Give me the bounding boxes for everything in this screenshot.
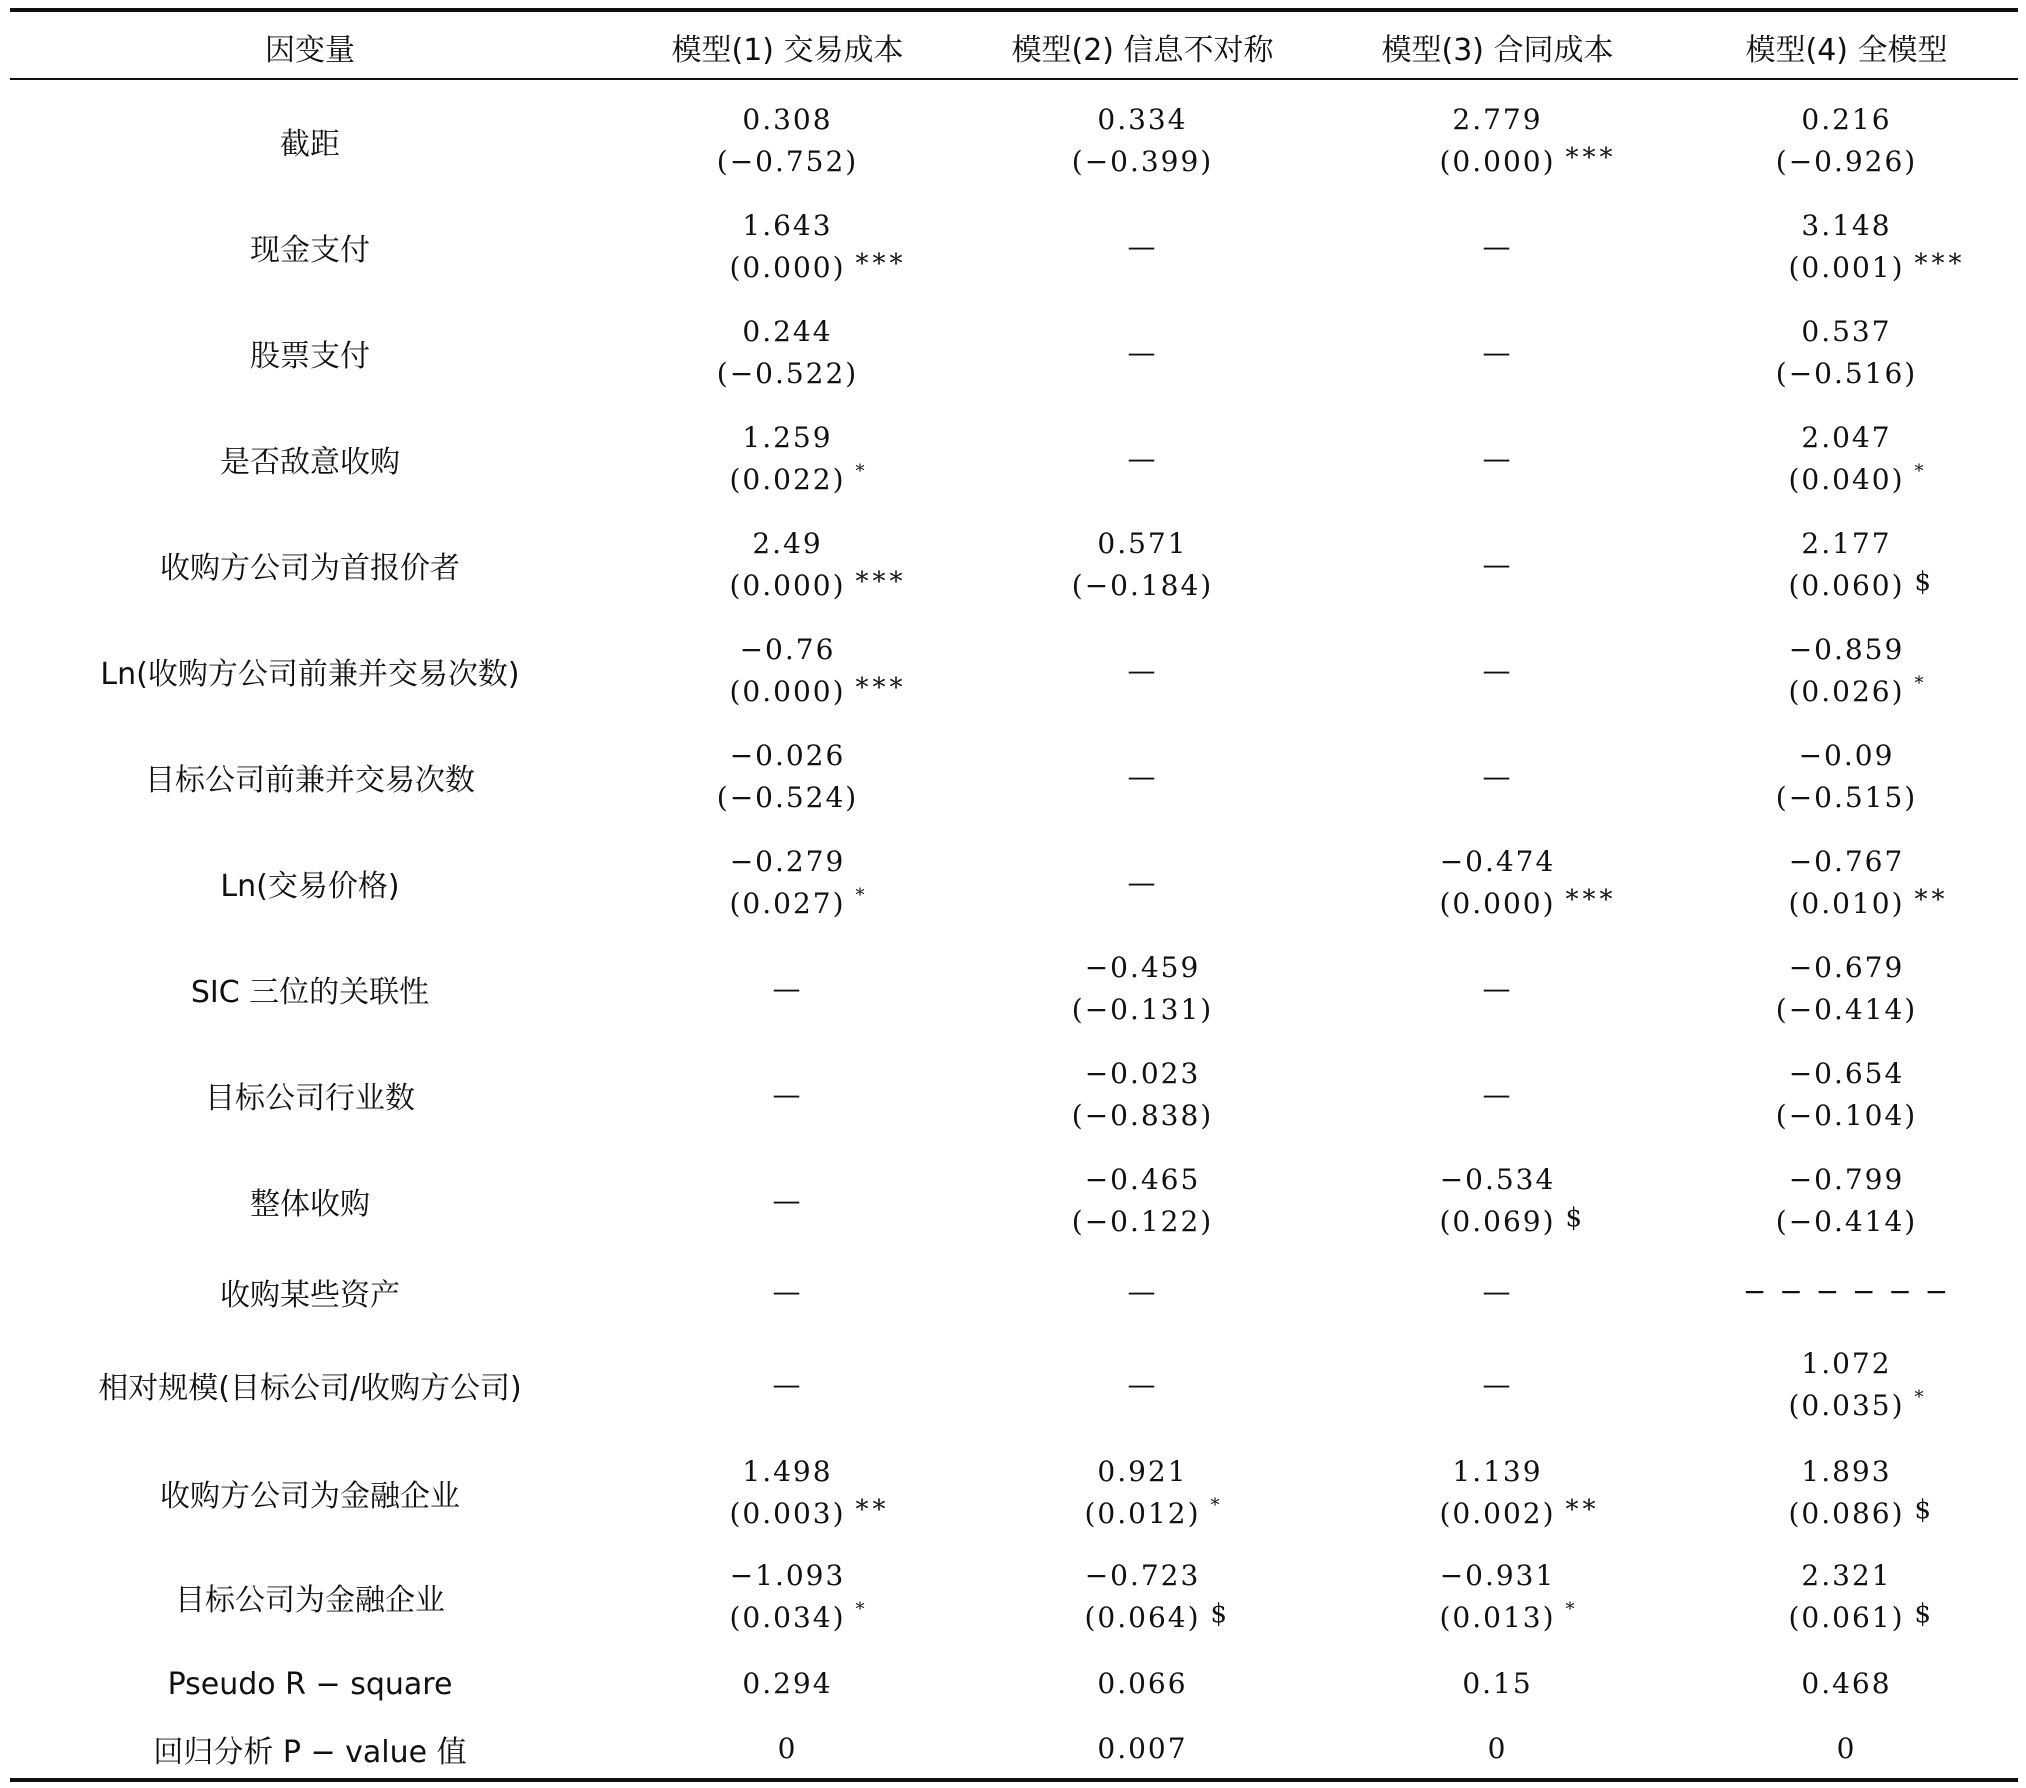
model-1-cell — [610, 1440, 965, 1546]
model-4-cell — [1675, 724, 2018, 830]
p-value — [1776, 989, 1917, 1031]
table-row — [10, 1720, 2018, 1778]
model-2-cell — [965, 88, 1320, 194]
coefficient-value: — — [1482, 654, 1513, 687]
row-label: 收购方公司为首报价者 — [160, 551, 460, 586]
coefficient-value: −0.465 — [1084, 1163, 1201, 1196]
significance-marker: *** — [855, 567, 907, 597]
model-1-cell — [610, 936, 965, 1042]
model-4-cell — [1675, 1148, 2018, 1254]
model-3-cell — [1320, 406, 1675, 512]
p-value — [729, 1493, 890, 1535]
coefficient-value: −0.723 — [1084, 1559, 1201, 1592]
coefficient-value: 0.468 — [1801, 1667, 1892, 1700]
table-row — [10, 406, 2018, 512]
row-label: 目标公司为金融企业 — [175, 1583, 445, 1618]
model-2-cell — [965, 830, 1320, 936]
p-value — [729, 459, 869, 501]
p-value-text: (0.034) — [729, 1601, 846, 1634]
header-model-4: 模型(4) 全模型 — [1745, 33, 1948, 68]
model-2-cell — [965, 406, 1320, 512]
coefficient-value: 0 — [777, 1732, 798, 1765]
model-3-cell — [1320, 1330, 1675, 1440]
coefficient-value: 1.893 — [1801, 1455, 1892, 1488]
significance-marker: * — [855, 1599, 869, 1620]
p-value-text: (−0.122) — [1071, 1205, 1214, 1238]
model-3-cell — [1320, 88, 1675, 194]
model-4-cell — [1675, 1440, 2018, 1546]
table-row — [10, 618, 2018, 724]
p-value-text: (0.001) — [1788, 251, 1905, 284]
coefficient-value: — — [1482, 1368, 1513, 1401]
p-value — [1788, 459, 1928, 501]
p-value-text: (0.040) — [1788, 463, 1905, 496]
significance-marker: *** — [855, 673, 907, 703]
p-value-text: (0.064) — [1084, 1601, 1201, 1634]
significance-marker: *** — [1565, 143, 1617, 173]
coefficient-value: 3.148 — [1801, 209, 1892, 242]
model-1-cell — [610, 1720, 965, 1778]
coefficient-value: 1.072 — [1801, 1347, 1892, 1380]
model-4-cell — [1675, 618, 2018, 724]
significance-marker: $ — [1914, 1599, 1936, 1629]
coefficient-value: −0.474 — [1439, 845, 1556, 878]
p-value-text: (−0.515) — [1775, 781, 1918, 814]
coefficient-value: 0.066 — [1097, 1667, 1188, 1700]
p-value — [1439, 883, 1617, 925]
model-3-cell — [1320, 1254, 1675, 1330]
p-value — [1072, 1095, 1213, 1137]
coefficient-value: — — [1127, 230, 1158, 263]
significance-marker: * — [855, 885, 869, 906]
header-rule — [10, 78, 2018, 80]
table-bottom-rule — [10, 1778, 2018, 1782]
coefficient-value: 2.779 — [1452, 103, 1543, 136]
coefficient-value: — — [1482, 230, 1513, 263]
p-value — [717, 141, 858, 183]
p-value — [1776, 1095, 1917, 1137]
header-model-2: 模型(2) 信息不对称 — [1011, 33, 1274, 68]
coefficient-value: — — [772, 1078, 803, 1111]
coefficient-value: 0.334 — [1097, 103, 1188, 136]
model-4-cell — [1675, 1042, 2018, 1148]
coefficient-value: −0.76 — [739, 633, 836, 666]
coefficient-value: −0.859 — [1788, 633, 1905, 666]
p-value — [1084, 1597, 1232, 1639]
p-value-text: (−0.414) — [1775, 1205, 1918, 1238]
table-row — [10, 512, 2018, 618]
p-value-text: (0.000) — [729, 569, 846, 602]
model-1-cell — [610, 88, 965, 194]
significance-marker: * — [1565, 1599, 1579, 1620]
coefficient-value: 1.139 — [1452, 1455, 1543, 1488]
p-value — [1439, 141, 1617, 183]
coefficient-value: −0.023 — [1084, 1057, 1201, 1090]
table-row — [10, 88, 2018, 194]
model-3-cell — [1320, 512, 1675, 618]
coefficient-value: −0.09 — [1798, 739, 1895, 772]
coefficient-value: 2.321 — [1801, 1559, 1892, 1592]
p-value — [1439, 1597, 1579, 1639]
header-model-3: 模型(3) 合同成本 — [1381, 33, 1614, 68]
p-value-text: (0.026) — [1788, 675, 1905, 708]
coefficient-value: — — [1482, 442, 1513, 475]
coefficient-value: −0.534 — [1439, 1163, 1556, 1196]
significance-marker: * — [1210, 1495, 1224, 1516]
p-value — [1788, 565, 1936, 607]
coefficient-value: — — [1127, 1368, 1158, 1401]
model-2-cell — [965, 300, 1320, 406]
model-3-cell — [1320, 1648, 1675, 1720]
p-value — [1072, 1201, 1213, 1243]
coefficient-value: 1.643 — [742, 209, 833, 242]
p-value-text: (−0.414) — [1775, 993, 1918, 1026]
coefficient-value: — — [772, 1368, 803, 1401]
model-2-cell — [965, 194, 1320, 300]
p-value-text: (0.010) — [1788, 887, 1905, 920]
p-value — [1788, 1493, 1936, 1535]
model-1-cell — [610, 830, 965, 936]
model-3-cell — [1320, 300, 1675, 406]
coefficient-value: 1.498 — [742, 1455, 833, 1488]
significance-marker: *** — [855, 249, 907, 279]
p-value-text: (−0.131) — [1071, 993, 1214, 1026]
row-label: 收购某些资产 — [220, 1278, 400, 1313]
coefficient-value: — — [1127, 1275, 1158, 1308]
significance-marker: $ — [1210, 1599, 1232, 1629]
coefficient-value: −0.279 — [729, 845, 846, 878]
p-value — [729, 247, 907, 289]
row-label: 截距 — [280, 127, 340, 162]
model-3-cell — [1320, 618, 1675, 724]
model-2-cell — [965, 1440, 1320, 1546]
table-row — [10, 1648, 2018, 1720]
row-label: 是否敌意收购 — [220, 445, 400, 480]
model-4-cell — [1675, 1546, 2018, 1648]
coefficient-value: −0.654 — [1788, 1057, 1905, 1090]
coefficient-value: — — [1482, 972, 1513, 1005]
coefficient-value: −0.026 — [729, 739, 846, 772]
p-value-text: (0.000) — [729, 675, 846, 708]
p-value — [1788, 247, 1966, 289]
model-2-cell — [965, 1148, 1320, 1254]
coefficient-value: — — [1127, 442, 1158, 475]
table-row — [10, 936, 2018, 1042]
p-value — [1776, 777, 1917, 819]
model-4-cell — [1675, 88, 2018, 194]
model-3-cell — [1320, 1720, 1675, 1778]
coefficient-value: −0.799 — [1788, 1163, 1905, 1196]
model-2-cell — [965, 1546, 1320, 1648]
coefficient-value: 0.308 — [742, 103, 833, 136]
coefficient-value: — — [1127, 760, 1158, 793]
row-label: 目标公司行业数 — [205, 1081, 415, 1116]
coefficient-value: — — [1482, 760, 1513, 793]
p-value-text: (−0.516) — [1775, 357, 1918, 390]
coefficient-value: −0.931 — [1439, 1559, 1556, 1592]
p-value — [717, 353, 858, 395]
p-value — [729, 671, 907, 713]
coefficient-value: 0 — [1487, 1732, 1508, 1765]
p-value-text: (0.086) — [1788, 1497, 1905, 1530]
model-2-cell — [965, 936, 1320, 1042]
header-model-1: 模型(1) 交易成本 — [671, 33, 904, 68]
row-label: 股票支付 — [250, 339, 370, 374]
table-row — [10, 1148, 2018, 1254]
coefficient-value: — — [772, 972, 803, 1005]
model-4-cell — [1675, 194, 2018, 300]
p-value — [1788, 1385, 1928, 1427]
p-value — [1776, 353, 1917, 395]
model-3-cell — [1320, 194, 1675, 300]
coefficient-value: 2.49 — [752, 527, 823, 560]
model-1-cell — [610, 300, 965, 406]
table-row — [10, 1330, 2018, 1440]
model-4-cell — [1675, 1330, 2018, 1440]
coefficient-value: 1.259 — [742, 421, 833, 454]
coefficient-value: 0 — [1836, 1732, 1857, 1765]
model-1-cell — [610, 1148, 965, 1254]
coefficient-value: −0.767 — [1788, 845, 1905, 878]
p-value — [717, 777, 858, 819]
table-row — [10, 830, 2018, 936]
model-1-cell — [610, 512, 965, 618]
row-label: Ln(交易价格) — [220, 869, 400, 904]
coefficient-value: 0.921 — [1097, 1455, 1188, 1488]
p-value — [1788, 1597, 1936, 1639]
p-value-text: (−0.752) — [716, 145, 859, 178]
p-value — [729, 565, 907, 607]
model-4-cell — [1675, 406, 2018, 512]
p-value-text: (−0.184) — [1071, 569, 1214, 602]
model-1-cell — [610, 1042, 965, 1148]
p-value-text: (0.000) — [1439, 145, 1556, 178]
coefficient-value: 0.537 — [1801, 315, 1892, 348]
p-value-text: (0.003) — [729, 1497, 846, 1530]
p-value — [1084, 1493, 1224, 1535]
model-2-cell — [965, 1330, 1320, 1440]
row-label: 相对规模(目标公司/收购方公司) — [98, 1371, 522, 1406]
model-4-cell — [1675, 1720, 2018, 1778]
p-value — [1776, 1201, 1917, 1243]
coefficient-value: 0.216 — [1801, 103, 1892, 136]
coefficient-value: — — [1482, 336, 1513, 369]
model-2-cell — [965, 618, 1320, 724]
significance-marker: $ — [1914, 567, 1936, 597]
model-1-cell — [610, 1546, 965, 1648]
p-value-text: (−0.838) — [1071, 1099, 1214, 1132]
significance-marker: ** — [1565, 1495, 1600, 1525]
p-value-text: (0.069) — [1439, 1205, 1556, 1238]
p-value — [1439, 1493, 1600, 1535]
header-dependent-variable: 因变量 — [265, 33, 355, 68]
row-label: Pseudo R − square — [167, 1666, 453, 1702]
row-label: 收购方公司为金融企业 — [160, 1479, 460, 1514]
model-2-cell — [965, 724, 1320, 830]
row-label: SIC 三位的关联性 — [190, 975, 430, 1010]
p-value-text: (−0.522) — [716, 357, 859, 390]
model-1-cell — [610, 194, 965, 300]
model-1-cell — [610, 618, 965, 724]
coefficient-value: — — [1482, 1275, 1513, 1308]
coefficient-value: −0.679 — [1788, 951, 1905, 984]
model-2-cell — [965, 1648, 1320, 1720]
model-4-cell — [1675, 300, 2018, 406]
table-row — [10, 724, 2018, 830]
coefficient-value: — — [772, 1184, 803, 1217]
p-value-text: (0.002) — [1439, 1497, 1556, 1530]
row-label: 整体收购 — [250, 1187, 370, 1222]
p-value — [1788, 883, 1949, 925]
table-row — [10, 1546, 2018, 1648]
model-4-cell — [1675, 936, 2018, 1042]
model-2-cell — [965, 512, 1320, 618]
p-value-text: (0.061) — [1788, 1601, 1905, 1634]
coefficient-value: 2.047 — [1801, 421, 1892, 454]
significance-marker: $ — [1914, 1495, 1936, 1525]
coefficient-value: 0.007 — [1097, 1732, 1188, 1765]
table-row — [10, 300, 2018, 406]
model-4-cell — [1675, 1648, 2018, 1720]
row-label: 回归分析 P − value 值 — [153, 1735, 467, 1770]
model-4-cell — [1675, 1254, 2018, 1330]
model-4-cell — [1675, 830, 2018, 936]
p-value — [729, 883, 869, 925]
p-value — [729, 1597, 869, 1639]
p-value-text: (0.022) — [729, 463, 846, 496]
p-value — [1776, 141, 1917, 183]
coefficient-value: 0.244 — [742, 315, 833, 348]
significance-marker: * — [855, 461, 869, 482]
significance-marker: $ — [1565, 1203, 1587, 1233]
model-1-cell — [610, 1330, 965, 1440]
coefficient-value: 2.177 — [1801, 527, 1892, 560]
p-value — [1072, 141, 1213, 183]
coefficient-value: 0.571 — [1097, 527, 1188, 560]
model-1-cell — [610, 724, 965, 830]
coefficient-value: — — [1127, 866, 1158, 899]
p-value-text: (−0.524) — [716, 781, 859, 814]
significance-marker: ** — [1914, 885, 1949, 915]
row-label: 现金支付 — [250, 233, 370, 268]
p-value-text: (−0.926) — [1775, 145, 1918, 178]
p-value-text: (−0.399) — [1071, 145, 1214, 178]
coefficient-value: — — [772, 1275, 803, 1308]
coefficient-value: — — [1482, 1078, 1513, 1111]
p-value-text: (0.060) — [1788, 569, 1905, 602]
coefficient-value: — — [1127, 336, 1158, 369]
model-2-cell — [965, 1254, 1320, 1330]
model-3-cell — [1320, 1148, 1675, 1254]
model-1-cell — [610, 406, 965, 512]
p-value-text: (0.013) — [1439, 1601, 1556, 1634]
coefficient-value: − − − − − − — [1742, 1275, 1951, 1308]
model-3-cell — [1320, 724, 1675, 830]
model-4-cell — [1675, 512, 2018, 618]
table-row — [10, 1440, 2018, 1546]
table-top-rule — [10, 8, 2018, 12]
model-1-cell — [610, 1648, 965, 1720]
model-3-cell — [1320, 936, 1675, 1042]
coefficient-value: — — [1482, 548, 1513, 581]
table-row — [10, 1042, 2018, 1148]
row-label: Ln(收购方公司前兼并交易次数) — [100, 657, 520, 692]
p-value-text: (0.035) — [1788, 1389, 1905, 1422]
model-2-cell — [965, 1720, 1320, 1778]
p-value-text: (0.012) — [1084, 1497, 1201, 1530]
model-3-cell — [1320, 1440, 1675, 1546]
p-value-text: (0.000) — [729, 251, 846, 284]
model-3-cell — [1320, 1042, 1675, 1148]
p-value — [1788, 671, 1928, 713]
p-value-text: (−0.104) — [1775, 1099, 1918, 1132]
significance-marker: * — [1914, 1387, 1928, 1408]
model-1-cell — [610, 1254, 965, 1330]
coefficient-value: 0.294 — [742, 1667, 833, 1700]
table-row — [10, 194, 2018, 300]
model-3-cell — [1320, 830, 1675, 936]
significance-marker: *** — [1565, 885, 1617, 915]
significance-marker: * — [1914, 461, 1928, 482]
row-label: 目标公司前兼并交易次数 — [145, 763, 475, 798]
p-value — [1072, 565, 1213, 607]
model-2-cell — [965, 1042, 1320, 1148]
p-value-text: (0.027) — [729, 887, 846, 920]
p-value — [1072, 989, 1213, 1031]
coefficient-value: −1.093 — [729, 1559, 846, 1592]
model-3-cell — [1320, 1546, 1675, 1648]
significance-marker: *** — [1914, 249, 1966, 279]
coefficient-value: 0.15 — [1462, 1667, 1533, 1700]
p-value-text: (0.000) — [1439, 887, 1556, 920]
table-row — [10, 1254, 2018, 1330]
coefficient-value: — — [1127, 654, 1158, 687]
significance-marker: * — [1914, 673, 1928, 694]
significance-marker: ** — [855, 1495, 890, 1525]
p-value — [1439, 1201, 1587, 1243]
coefficient-value: −0.459 — [1084, 951, 1201, 984]
